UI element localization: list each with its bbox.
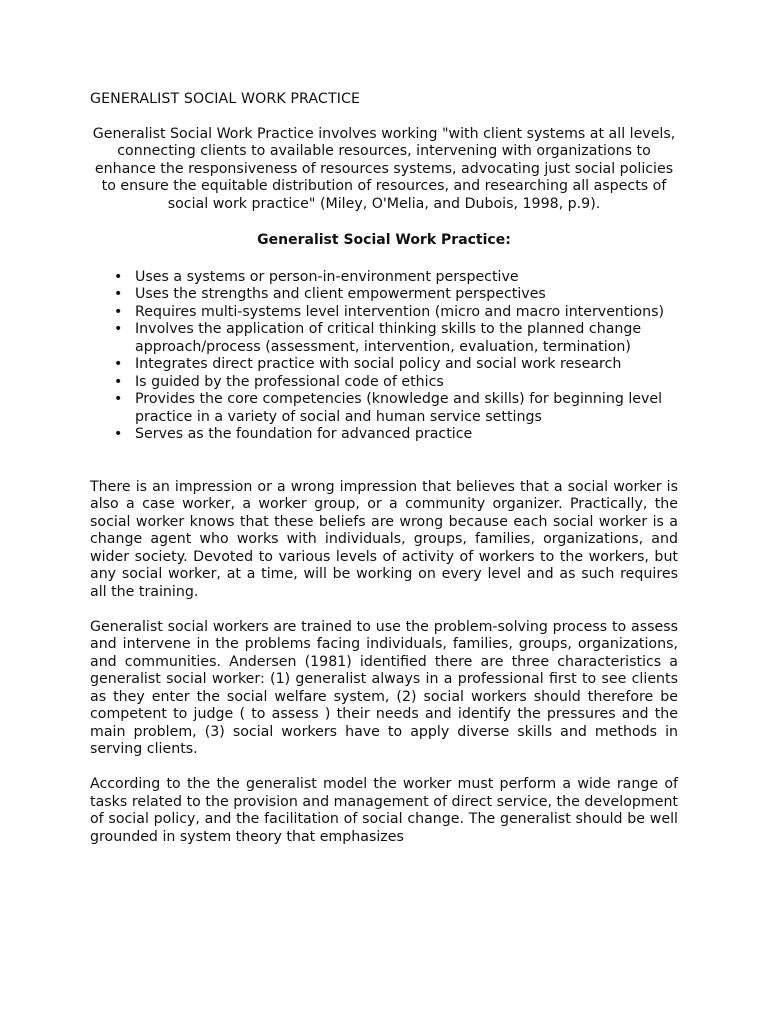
definition-quote: Generalist Social Work Practice involves working "with client systems at all levels, connecting clients to available resources, intervening with organizations to enhance the responsiveness of resources systems, advocating just social policies to ensure the equitable distribution of resources, and researching all aspects of social work practice" (Miley, O'Melia, and Dubois, 1998, p.9). bbox=[92, 125, 676, 212]
section-heading: Generalist Social Work Practice: bbox=[257, 232, 511, 248]
bullet-item: • Is guided by the professional code of ethics bbox=[135, 374, 678, 392]
bullet-item: • Serves as the foundation for advanced practice bbox=[135, 426, 678, 444]
body-paragraph: There is an impression or a wrong impression that believes that a social worker is also a case worker, a worker group, or a community organizer. Practically, the social worker knows that these beliefs are wrong because each social worker is a change agent who works with individuals, groups, families, organizations, and wider society. Devoted to various levels of activity of workers to the workers, but any social worker, at a time, will be working on every level and as such requires all the training. bbox=[90, 478, 678, 600]
body-paragraph: Generalist social workers are trained to use the problem-solving process to assess and intervene in the problems facing individuals, families, groups, organizations, and communities. Andersen (1981) identified there are three characteristics a generalist social worker: (1) generalist always in a professional first to see clients as they enter the social welfare system, (2) social workers should therefore be competent to judge ( to assess ) their needs and identify the pressures and the main problem, (3) social workers have to apply diverse skills and methods in serving clients. bbox=[90, 618, 678, 757]
body-paragraph: According to the the generalist model the worker must perform a wide range of tasks related to the provision and management of direct service, the development of social policy, and the facilitation of social change. The generalist should be well grounded in system theory that emphasizes bbox=[90, 776, 678, 845]
bullet-item: • Provides the core competencies (knowledge and skills) for beginning level practice in a variety of social and human service settings bbox=[135, 391, 678, 426]
document-title: GENERALIST SOCIAL WORK PRACTICE bbox=[90, 91, 361, 107]
bullet-item: • Integrates direct practice with social policy and social work research bbox=[135, 356, 678, 374]
bullet-item: • Requires multi-systems level intervention (micro and macro interventions) bbox=[135, 304, 678, 322]
bullet-item: • Involves the application of critical thinking skills to the planned change approach/process (assessment, intervention, evaluation, termination) bbox=[135, 321, 678, 356]
practice-bullet-list bbox=[90, 269, 678, 444]
bullet-item: • Uses a systems or person-in-environment perspective bbox=[135, 269, 678, 287]
document-page bbox=[90, 91, 678, 846]
bullet-item: • Uses the strengths and client empowerment perspectives bbox=[135, 286, 678, 304]
